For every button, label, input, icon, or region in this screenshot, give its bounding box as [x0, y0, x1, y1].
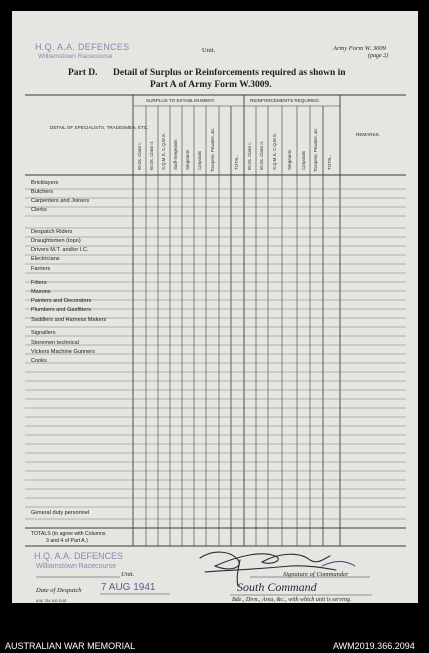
totals-label-line1: TOTALS (to agree with Columns [31, 531, 106, 537]
surplus-col-sqms: S.Q.M.S. C.Q.M.S. [161, 132, 166, 170]
row-label: Despatch Riders [31, 229, 73, 235]
date-stamp: 7 AUG 1941 [101, 582, 156, 593]
unit-stamp-top-sub: Williamstown Racecourse [38, 53, 113, 60]
reinf-col-total: TOTAL. [327, 155, 332, 170]
row-label: Bricklayers [31, 180, 59, 186]
row-label: Signallers [31, 330, 56, 336]
row-label: Electricians [31, 256, 60, 262]
row-label: Clerks [31, 207, 47, 213]
unit-stamp-top: H.Q. A.A. DEFENCES [35, 42, 130, 52]
form-reference: Army Form W. 3009 [333, 45, 386, 52]
details-header: DETAIL OF SPECIALISTS, TRADESMEN, ETC. [50, 125, 149, 130]
caption-left: AUSTRALIAN WAR MEMORIAL [5, 641, 136, 651]
reinf-col-sqms: S.Q.M.S. C.Q.M.S. [272, 132, 277, 170]
general-duty-label: General duty personnel [31, 510, 90, 516]
row-label: Cooks [31, 358, 47, 364]
unit-label-top: Unit. [202, 47, 216, 54]
reinforcements-header: REINFORCEMENTS REQUIRED. [250, 98, 320, 103]
reinf-col-corporals: Corporals [301, 150, 306, 170]
row-label: Fitters [31, 280, 47, 286]
reinf-col-wo1: W.Os. Class I. [247, 142, 252, 170]
surplus-col-wo1: W.Os. Class I. [137, 142, 142, 170]
row-label: Plumbers and Gasfitters [31, 307, 92, 313]
date-of-despatch-label: Date of Despatch [36, 587, 82, 594]
row-label: Draughtsmen (topo) [31, 238, 81, 244]
surplus-col-corporals: Corporals [197, 150, 202, 170]
row-label: Storemen technical [31, 340, 79, 346]
formation-handwritten: South Command [237, 580, 317, 594]
surplus-header: SURPLUS TO ESTABLISHMENT. [146, 98, 216, 103]
form-title-line2: Part A of Army Form W.3009. [150, 80, 272, 90]
row-label: Butchers [31, 189, 54, 195]
formation-label: Bde., Divn., Area, &c., with which unit is serving. [232, 597, 352, 603]
unit-stamp-bottom-sub: Williamstown Racecourse [36, 563, 117, 570]
surplus-col-wo2: W.Os. Class II. [149, 140, 154, 170]
totals-label-line2: 3 and 4 of Part A.) [46, 538, 88, 544]
reinf-col-troopers: Troopers, Privates, &c. [313, 127, 318, 172]
form-title-line1: Detail of Surplus or Reinforcements required as shown in [113, 68, 346, 78]
row-label: Farriers [31, 266, 51, 272]
unit-label-bottom: Unit. [121, 571, 135, 578]
surplus-col-total: TOTAL. [234, 155, 239, 170]
surplus-col-staff-sergeants: Staff-Sergeants [173, 139, 178, 170]
caption-right: AWM2019.366.2094 [333, 641, 415, 651]
print-code: A.W. 734 1/41 D.92 [36, 599, 67, 603]
surplus-col-troopers: Troopers, Privates, &c. [210, 127, 215, 172]
surplus-col-sergeants: Sergeants [185, 149, 190, 170]
reinf-col-wo2: W.Os. Class II. [259, 140, 264, 170]
row-label: Vickers Machine Gunners [31, 349, 95, 355]
part-label: Part D. [68, 68, 98, 78]
remarks-header: REMARKS. [356, 132, 380, 137]
reinf-col-sergeants: Sergeants [287, 149, 292, 170]
row-label: Carpenters and Joiners [31, 198, 90, 204]
unit-stamp-bottom: H.Q. A.A. DEFENCES [34, 551, 124, 561]
row-label: Drivers M.T. and/or I.C. [31, 247, 89, 253]
form-page: (page 2) [368, 53, 389, 59]
row-label: Painters and Decorators [31, 298, 92, 304]
row-label: Saddlers and Harness Makers [31, 317, 107, 323]
row-label: Masons [31, 289, 51, 295]
signature-label: Signature of Commander [283, 571, 349, 578]
